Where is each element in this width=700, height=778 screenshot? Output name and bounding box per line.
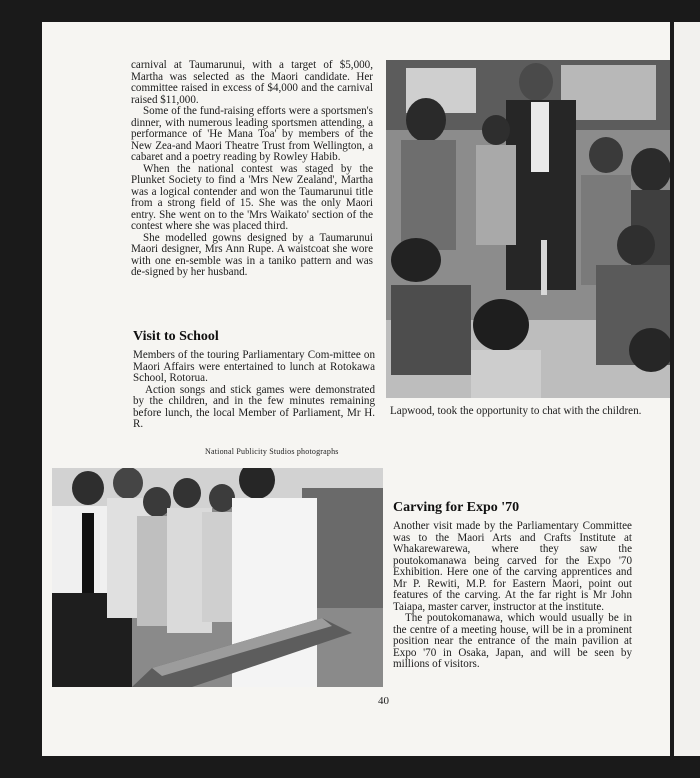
section-heading-visit: Visit to School	[133, 329, 219, 344]
article-column-top	[131, 60, 373, 279]
article-paragraph: When the national contest was staged by the Plunket Society to find a 'Mrs New Zealand', Martha was a logical contender and won the Taumarunui title from a strong field of 15. She was the only Maori entry. She went on to the 'Mrs Waikato' section of the contest where she was placed third.	[131, 162, 373, 232]
section-heading-carving: Carving for Expo '70	[393, 500, 520, 515]
school-children-photo	[386, 60, 670, 398]
article-paragraph: The poutokomanawa, which would usually be in the centre of a meeting house, will be in a prominent position near the entrance of the main pavilion at Expo '70 in Osaka, Japan, and will be seen by millions of visitors.	[393, 612, 632, 670]
visit-section-text	[133, 350, 375, 431]
page-number: 40	[378, 695, 389, 707]
article-paragraph: She modelled gowns designed by a Taumarunui Maori designer, Mrs Ann Rupe. A waistcoat she wore with one en-semble was in a taniko pattern and was de-signed by her husband.	[131, 231, 373, 278]
article-paragraph: Action songs and stick games were demonstrated by the children, and in the few minutes remaining before lunch, the local Member of Parliament, Mr H. R.	[133, 383, 375, 430]
article-paragraph: Members of the touring Parliamentary Com-mittee on Maori Affairs were entertained to lunch at Rotokawa School, Rotorua.	[133, 349, 375, 384]
photo-caption: Lapwood, took the opportunity to chat with the children.	[390, 405, 642, 417]
carving-photo	[52, 468, 383, 687]
facing-page-edge	[674, 22, 700, 756]
article-paragraph: Some of the fund-raising efforts were a sportsmen's dinner, with numerous leading sportsmen attending, a performance of 'He Mana Toa' by members of the New Zea-and Maori Theatre Trust from Wellington, a cabaret and a poetry reading by Rowley Habib.	[131, 105, 373, 163]
article-paragraph: carnival at Taumarunui, with a target of $5,000, Martha was selected as the Maori candidate. Her committee raised in excess of $4,000 and the carnival raised $11,000.	[131, 59, 373, 106]
photo-credit: National Publicity Studios photographs	[205, 447, 339, 456]
article-paragraph: Another visit made by the Parliamentary Committee was to the Maori Arts and Crafts Institute at Whakarewarewa, where they saw the poutokomanawa being carved for the Expo '70 Exhibition. Here one of the carving apprentices and Mr P. Rewiti, M.P. for Eastern Maori, point out features of the carving. At the far right is Mr John Taiapa, master carver, instructor at the institute.	[393, 520, 632, 613]
carving-section-text	[393, 521, 632, 671]
